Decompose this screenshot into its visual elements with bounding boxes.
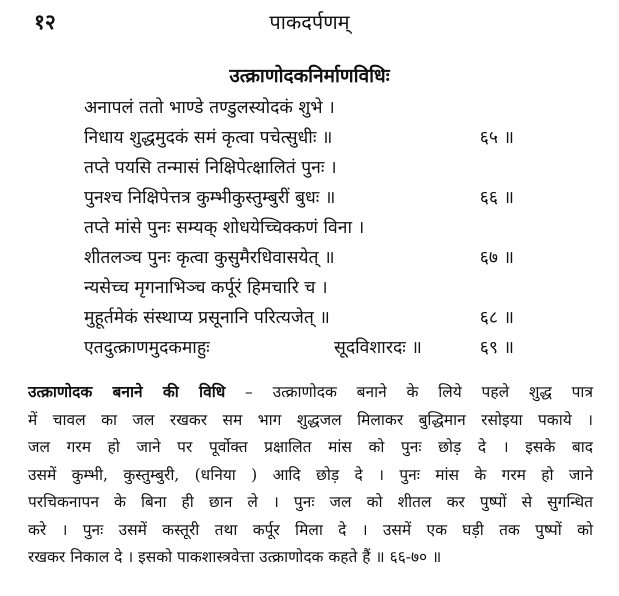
verse-number: ६६ ॥ <box>479 188 514 208</box>
verse-line <box>84 93 514 123</box>
verse-text: मुहूर्तमेकं संस्थाप्य प्रसूनानि परित्यजेत् ॥ <box>84 308 330 328</box>
verse-number: ६५ ॥ <box>479 128 514 148</box>
verse-line <box>84 303 514 333</box>
verse-text: अनापलं ततो भाण्डे तण्डुलस्योदकं शुभे । <box>84 98 335 118</box>
verse-text: पुनश्च निक्षिपेत्तत्र कुम्भीकुस्तुम्बुरीं बुधः ॥ <box>84 188 336 208</box>
verse-line <box>84 183 514 213</box>
commentary-lead: उत्क्राणोदक बनाने की विधि <box>28 382 226 401</box>
commentary-line: जल गरम हो जाने पर पूर्वोक्त प्रक्षालित मांस को पुनः छोड़ दे । इसके बाद <box>28 438 593 456</box>
verse-text: तप्ते मांसे पुनः सम्यक् शोधयेच्चिक्कणं विना । <box>84 218 365 238</box>
verse-text: शीतलञ्च पुनः कृत्वा कुसुमैरधिवासयेत् ॥ <box>84 248 335 268</box>
commentary-line: में चावल का जल रखकर सम भाग शुद्धजल मिलाकर बुद्धिमान रसोइया पकाये । <box>28 410 593 429</box>
commentary-line: रखकर निकाल दे । इसको पाकशास्त्रवेत्ता उत्क्राणोदक कहते हैं ॥ ६६-७० ॥ <box>28 548 442 566</box>
verse-text: न्यसेच्च मृगनाभिञ्च कर्पूरं हिमचारि च । <box>84 278 328 298</box>
verse-line <box>84 123 514 153</box>
verse-number: ६८ ॥ <box>479 308 514 328</box>
verse-text: निधाय शुद्धमुदकं समं कृत्वा पचेत्सुधीः ॥ <box>84 128 333 148</box>
commentary-text: – उत्क्राणोदक बनाने के लिये पहले शुद्ध पात्र <box>225 383 593 401</box>
verse-block <box>84 93 514 363</box>
commentary <box>28 378 593 572</box>
commentary-line <box>28 378 593 407</box>
page-header <box>0 6 619 36</box>
page-number: १२ <box>34 9 56 34</box>
verse-number: ६७ ॥ <box>479 248 514 268</box>
verse-text: एतदुत्क्राणमुदकमाहुः <box>84 338 210 358</box>
verse-text: तप्ते पयसि तन्मासं निक्षिपेत्क्षालितं पुनः । <box>84 158 337 178</box>
commentary-line: उसमें कुम्भी, कुस्तुम्बुरी, (धनिया ) आदि छोड़ दे । पुनः मांस के गरम हो जाने <box>28 465 593 484</box>
verse-line <box>84 213 514 243</box>
commentary-line: परचिकनापन के बिना ही छान ले । पुनः जल को शीतल कर पुष्पों से सुगन्धित <box>28 493 593 511</box>
section-heading: उत्क्राणोदकनिर्माणविधिः <box>229 65 390 87</box>
verse-line <box>84 243 514 273</box>
verse-line <box>84 153 514 183</box>
verse-number: ६९ ॥ <box>479 338 514 358</box>
running-title: पाकदर्पणम् <box>269 10 350 34</box>
verse-line <box>84 333 514 363</box>
verse-text-right: सूदविशारदः ॥ <box>334 338 422 358</box>
verse-line <box>84 273 514 303</box>
commentary-line: करे । पुनः उसमें कस्तूरी तथा कर्पूर मिला दे । उसमें एक घड़ी तक पुष्पों को <box>28 520 593 539</box>
